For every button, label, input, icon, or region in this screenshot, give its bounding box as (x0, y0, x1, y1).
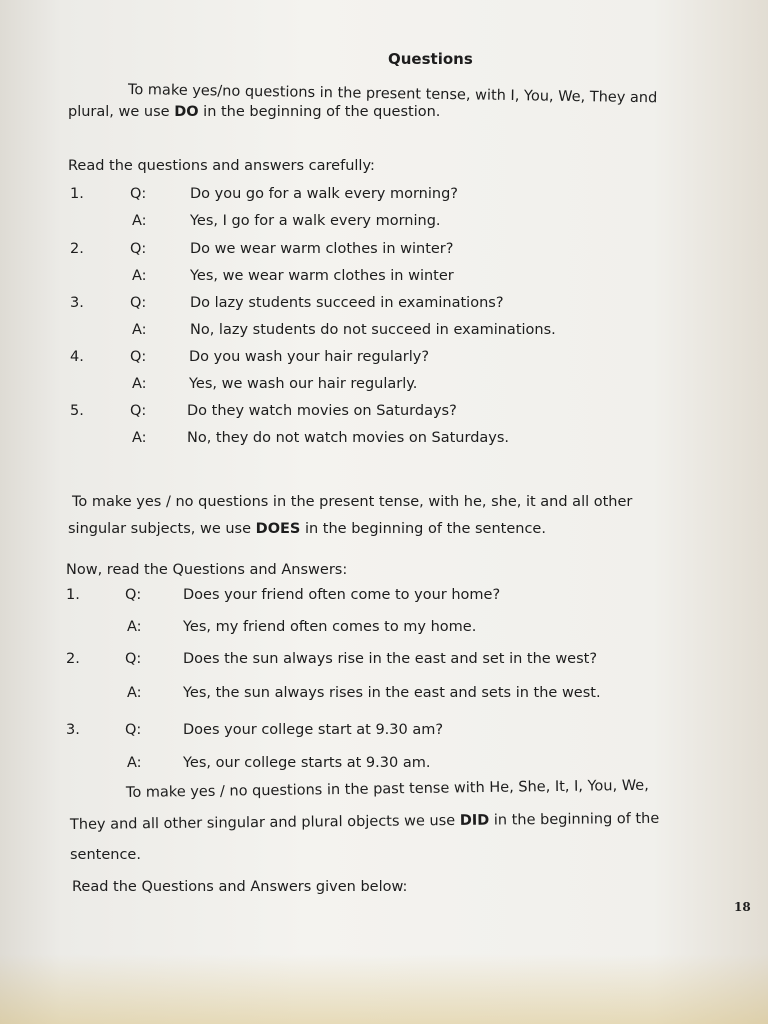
answer-text: No, they do not watch movies on Saturdays. (187, 430, 510, 446)
question-text: Do you wash your hair regularly? (189, 349, 430, 365)
intro1-line2 (68, 104, 440, 120)
instruction1: Read the questions and answers carefully: (68, 158, 375, 174)
question-label: Q: (130, 241, 147, 257)
question-text: Does your friend often come to your home? (183, 587, 501, 603)
question-text: Do they watch movies on Saturdays? (187, 403, 457, 419)
answer-label: A: (132, 376, 147, 392)
item-number: 5. (70, 403, 84, 419)
question-text: Does your college start at 9.30 am? (183, 722, 444, 738)
answer-label: A: (132, 430, 147, 446)
item-number: 1. (66, 587, 80, 603)
answer-label: A: (127, 685, 142, 701)
intro1-line1: To make yes/no questions in the present tense, with I, You, We, They and (127, 82, 658, 107)
intro3-text-end: in the beginning of the (489, 810, 660, 829)
answer-text: No, lazy students do not succeed in examinations. (190, 322, 556, 338)
instruction2: Now, read the Questions and Answers: (66, 562, 348, 578)
item-number: 2. (66, 651, 80, 667)
intro3-line3: sentence. (70, 847, 141, 863)
intro3-text: They and all other singular and plural objects we use (69, 812, 460, 833)
intro2-text-end: in the beginning of the sentence. (300, 521, 546, 537)
question-text: Do you go for a walk every morning? (190, 186, 458, 202)
answer-text: Yes, we wash our hair regularly. (189, 376, 418, 392)
intro3-line1: To make yes / no questions in the past tense with He, She, It, I, You, We, (125, 777, 649, 801)
item-number: 1. (70, 186, 84, 202)
intro2-keyword: DOES (255, 521, 301, 537)
question-label: Q: (130, 295, 147, 311)
answer-label: A: (127, 619, 142, 635)
intro2-line2 (68, 521, 546, 537)
question-text: Do lazy students succeed in examinations? (190, 295, 504, 311)
intro2-text: singular subjects, we use (68, 521, 256, 537)
question-label: Q: (125, 587, 142, 603)
question-text: Does the sun always rise in the east and set in the west? (183, 651, 598, 667)
answer-label: A: (132, 213, 147, 229)
intro1-text-end: in the beginning of the question. (198, 104, 441, 120)
intro3-keyword: DID (459, 812, 490, 829)
answer-text: Yes, my friend often comes to my home. (183, 619, 477, 635)
answer-label: A: (132, 322, 147, 338)
answer-text: Yes, our college starts at 9.30 am. (183, 755, 431, 771)
item-number: 3. (70, 295, 84, 311)
item-number: 2. (70, 241, 84, 257)
question-label: Q: (125, 722, 142, 738)
question-label: Q: (130, 186, 147, 202)
answer-label: A: (132, 268, 147, 284)
answer-text: Yes, the sun always rises in the east and sets in the west. (183, 685, 601, 701)
page-title: Questions (388, 50, 473, 68)
item-number: 3. (66, 722, 80, 738)
question-label: Q: (130, 349, 147, 365)
question-label: Q: (125, 651, 142, 667)
page-shadow (0, 954, 768, 1024)
answer-text: Yes, I go for a walk every morning. (190, 213, 441, 229)
question-label: Q: (130, 403, 147, 419)
intro3-line2 (70, 811, 659, 833)
question-text: Do we wear warm clothes in winter? (190, 241, 454, 257)
answer-label: A: (127, 755, 142, 771)
intro1-text: plural, we use (68, 104, 175, 120)
instruction3: Read the Questions and Answers given below: (72, 879, 408, 895)
page-number: 18 (734, 900, 751, 914)
answer-text: Yes, we wear warm clothes in winter (190, 268, 454, 284)
intro2-line1: To make yes / no questions in the present tense, with he, she, it and all other (72, 494, 633, 510)
intro1-keyword: DO (174, 104, 199, 120)
item-number: 4. (70, 349, 84, 365)
